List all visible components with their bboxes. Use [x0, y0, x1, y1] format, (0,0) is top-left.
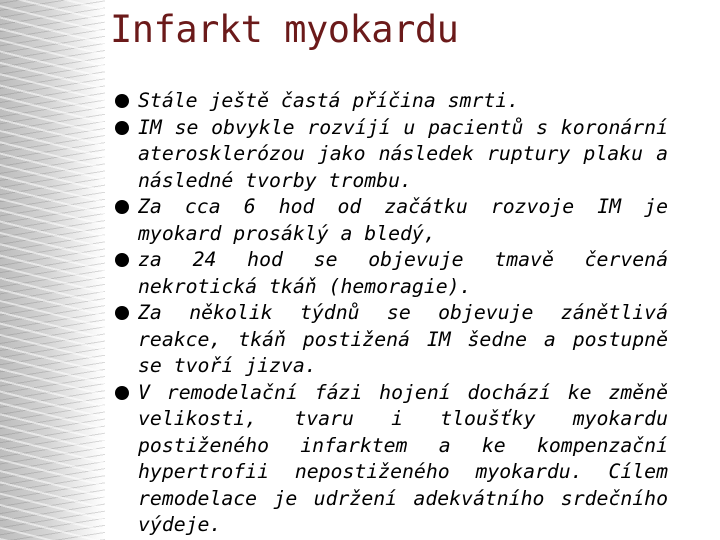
bullet-item	[115, 380, 668, 539]
bullet-dot-icon	[115, 253, 129, 267]
slide-title: Infarkt myokardu	[110, 8, 459, 51]
bullet-list	[115, 88, 668, 539]
bullet-dot-icon	[115, 94, 129, 108]
bullet-item	[115, 88, 668, 115]
bullet-text: IM se obvykle rozvíjí u pacientů s koronární aterosklerózou jako následek ruptury plaku a následné tvorby trombu.	[138, 115, 668, 192]
bullet-text: Za cca 6 hod od začátku rozvoje IM je myokard prosáklý a bledý,	[138, 195, 668, 245]
bullet-dot-icon	[115, 306, 129, 320]
decorative-left-texture	[0, 0, 105, 540]
bullet-text: za 24 hod se objevuje tmavě červená nekrotická tkáň (hemoragie).	[138, 248, 668, 298]
bullet-item	[115, 194, 668, 247]
bullet-item	[115, 247, 668, 300]
bullet-item	[115, 115, 668, 195]
bullet-text: Stále ještě častá příčina smrti.	[138, 89, 520, 112]
bullet-dot-icon	[115, 200, 129, 214]
bullet-dot-icon	[115, 386, 129, 400]
bullet-text: Za několik týdnů se objevuje zánětlivá reakce, tkáň postižená IM šedne a postupně se tvoří jizva.	[138, 301, 668, 377]
bullet-item	[115, 300, 668, 380]
bullet-dot-icon	[115, 121, 129, 135]
bullet-text: V remodelační fázi hojení dochází ke změně velikosti, tvaru i tloušťky myokardu postiženého infarktem a ke kompenzační hypertrofii nepostiženého myokardu. Cílem remodelace je udržení adekvátního srdečního výdeje.	[138, 380, 668, 536]
